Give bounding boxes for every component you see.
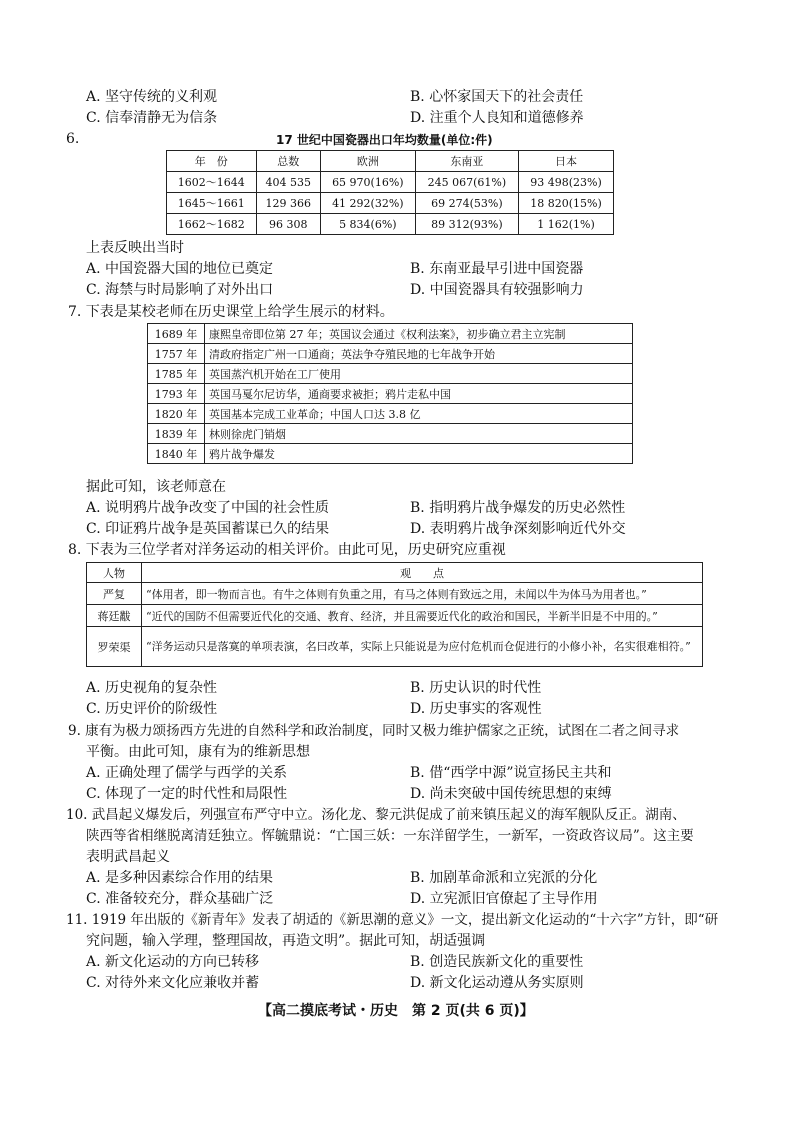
table-row bbox=[148, 444, 633, 464]
table-cell: 41 292(32%) bbox=[320, 193, 415, 214]
q5-option-d: D. 注重个人良知和道德修养 bbox=[410, 110, 584, 126]
q6-stem: 上表反映出当时 bbox=[86, 240, 184, 256]
page-footer: 【高二摸底考试・历史 第 2 页(共 6 页)】 bbox=[258, 1003, 534, 1019]
q7-option-c: C. 印证鸦片战争是英国蓄谋已久的结果 bbox=[86, 521, 330, 537]
q10-option-c: C. 准备较充分，群众基础广泛 bbox=[86, 891, 274, 907]
q9-option-d: D. 尚未突破中国传统思想的束缚 bbox=[410, 786, 612, 802]
scholar-cell: 严复 bbox=[87, 583, 142, 605]
table-cell: 129 366 bbox=[256, 193, 320, 214]
year-cell: 1793 年 bbox=[148, 384, 205, 404]
q6-option-c: C. 海禁与时局影响了对外出口 bbox=[86, 282, 274, 298]
q10-stem-line1: 10. 武昌起义爆发后，列强宣布严守中立。汤化龙、黎元洪促成了前来镇压起义的海军舰队反正。湖南、 bbox=[66, 807, 686, 823]
table-cell: 245 067(61%) bbox=[415, 172, 518, 193]
year-cell: 1820 年 bbox=[148, 404, 205, 424]
q11-option-c: C. 对待外来文化应兼收并蓄 bbox=[86, 975, 260, 991]
event-cell: 康熙皇帝即位第 27 年；英国议会通过《权利法案》，初步确立君主立宪制 bbox=[205, 324, 633, 344]
q6-table-caption: 17 世纪中国瓷器出口年均数量(单位:件) bbox=[276, 133, 493, 147]
q11-stem-line1: 11. 1919 年出版的《新青年》发表了胡适的《新思潮的意义》一文，提出新文化运动的“十六字”方针，即“研 bbox=[66, 912, 719, 928]
table-cell: 404 535 bbox=[256, 172, 320, 193]
q5-option-a: A. 坚守传统的义利观 bbox=[86, 89, 218, 105]
q5-option-c: C. 信奉清静无为信条 bbox=[86, 110, 218, 126]
q11-option-b: B. 创造民族新文化的重要性 bbox=[410, 954, 584, 970]
event-cell: 鸦片战争爆发 bbox=[205, 444, 633, 464]
table-header-row bbox=[167, 151, 614, 172]
table-cell: 65 970(16%) bbox=[320, 172, 415, 193]
table-cell: 1645～1661 bbox=[167, 193, 257, 214]
header-cell: 观 点 bbox=[142, 563, 703, 583]
q10-stem-line2: 陕西等省相继脱离清廷独立。恽毓鼎说：“亡国三妖：一东洋留学生，一新军，一资政咨议局”。这主要 bbox=[86, 828, 694, 844]
table-header-row bbox=[87, 563, 703, 583]
opinion-cell: “近代的国防不但需要近代化的交通、教育、经济，并且需要近代化的政治和国民，半新半旧是不中用的。” bbox=[142, 605, 703, 627]
table-cell: 96 308 bbox=[256, 214, 320, 235]
table-row bbox=[148, 384, 633, 404]
q7-option-d: D. 表明鸦片战争深刻影响近代外交 bbox=[410, 521, 626, 537]
q9-option-a: A. 正确处理了儒学与西学的关系 bbox=[86, 765, 288, 781]
opinion-cell: “体用者，即一物而言也。有牛之体则有负重之用，有马之体则有致远之用，未闻以牛为体马为用者也。” bbox=[142, 583, 703, 605]
q6-option-b: B. 东南亚最早引进中国瓷器 bbox=[410, 261, 584, 277]
year-cell: 1757 年 bbox=[148, 344, 205, 364]
q10-option-a: A. 是多种因素综合作用的结果 bbox=[86, 870, 274, 886]
scholar-cell: 蒋廷黻 bbox=[87, 605, 142, 627]
q7-option-a: A. 说明鸦片战争改变了中国的社会性质 bbox=[86, 500, 330, 516]
header-cell: 总数 bbox=[256, 151, 320, 172]
q11-stem-line2: 究问题，输入学理，整理国故，再造文明”。据此可知，胡适强调 bbox=[86, 933, 486, 949]
q9-stem-line1: 9. 康有为极力颂扬西方先进的自然科学和政治制度，同时又极力维护儒家之正统，试图在二者之间寻求 bbox=[68, 723, 680, 739]
table-cell: 89 312(93%) bbox=[415, 214, 518, 235]
year-cell: 1689 年 bbox=[148, 324, 205, 344]
q8-option-a: A. 历史视角的复杂性 bbox=[86, 680, 218, 696]
q8-option-b: B. 历史认识的时代性 bbox=[410, 680, 542, 696]
table-row bbox=[148, 324, 633, 344]
scholar-cell: 罗荣渠 bbox=[87, 627, 142, 667]
header-cell: 人物 bbox=[87, 563, 142, 583]
table-row bbox=[148, 404, 633, 424]
q8-option-c: C. 历史评价的阶级性 bbox=[86, 701, 218, 717]
q8-option-d: D. 历史事实的客观性 bbox=[410, 701, 542, 717]
q7-option-b: B. 指明鸦片战争爆发的历史必然性 bbox=[410, 500, 626, 516]
header-cell: 年 份 bbox=[167, 151, 257, 172]
event-cell: 英国蒸汽机开始在工厂使用 bbox=[205, 364, 633, 384]
q9-stem-line2: 平衡。由此可知，康有为的维新思想 bbox=[86, 744, 310, 760]
event-cell: 林则徐虎门销烟 bbox=[205, 424, 633, 444]
year-cell: 1785 年 bbox=[148, 364, 205, 384]
year-cell: 1840 年 bbox=[148, 444, 205, 464]
event-cell: 英国马戛尔尼访华，通商要求被拒；鸦片走私中国 bbox=[205, 384, 633, 404]
table-row bbox=[167, 214, 614, 235]
event-cell: 英国基本完成工业革命；中国人口达 3.8 亿 bbox=[205, 404, 633, 424]
table-row bbox=[148, 364, 633, 384]
table-cell: 5 834(6%) bbox=[320, 214, 415, 235]
table-row bbox=[87, 627, 703, 667]
opinion-cell: “洋务运动只是落寞的单项表演，名曰改革，实际上只能说是为应付危机而仓促进行的小修小补，名实很难相符。” bbox=[142, 627, 703, 667]
q7-table bbox=[147, 323, 633, 464]
q6-table bbox=[166, 150, 614, 235]
table-row bbox=[87, 583, 703, 605]
table-row bbox=[167, 172, 614, 193]
q7-after-stem: 据此可知，该老师意在 bbox=[86, 479, 226, 495]
table-cell: 1602～1644 bbox=[167, 172, 257, 193]
table-cell: 18 820(15%) bbox=[519, 193, 614, 214]
q6-option-a: A. 中国瓷器大国的地位已奠定 bbox=[86, 261, 274, 277]
q8-stem: 8. 下表为三位学者对洋务运动的相关评价。由此可见，历史研究应重视 bbox=[68, 542, 506, 558]
q10-stem-line3: 表明武昌起义 bbox=[86, 849, 170, 865]
table-cell: 69 274(53%) bbox=[415, 193, 518, 214]
header-cell: 欧洲 bbox=[320, 151, 415, 172]
table-cell: 1 162(1%) bbox=[519, 214, 614, 235]
q9-option-c: C. 体现了一定的时代性和局限性 bbox=[86, 786, 288, 802]
q5-option-b: B. 心怀家国天下的社会责任 bbox=[410, 89, 584, 105]
q7-stem: 7. 下表是某校老师在历史课堂上给学生展示的材料。 bbox=[68, 304, 394, 320]
table-row bbox=[87, 605, 703, 627]
q11-option-d: D. 新文化运动遵从务实原则 bbox=[410, 975, 584, 991]
table-cell: 93 498(23%) bbox=[519, 172, 614, 193]
q11-option-a: A. 新文化运动的方向已转移 bbox=[86, 954, 260, 970]
q8-table bbox=[86, 562, 703, 667]
q9-option-b: B. 借“西学中源”说宣扬民主共和 bbox=[410, 765, 612, 781]
q10-option-b: B. 加剧革命派和立宪派的分化 bbox=[410, 870, 598, 886]
table-cell: 1662～1682 bbox=[167, 214, 257, 235]
table-row bbox=[148, 344, 633, 364]
table-row bbox=[148, 424, 633, 444]
q10-option-d: D. 立宪派旧官僚起了主导作用 bbox=[410, 891, 598, 907]
q6-number: 6. bbox=[66, 131, 80, 147]
header-cell: 日本 bbox=[519, 151, 614, 172]
year-cell: 1839 年 bbox=[148, 424, 205, 444]
event-cell: 清政府指定广州一口通商；英法争夺殖民地的七年战争开始 bbox=[205, 344, 633, 364]
table-row bbox=[167, 193, 614, 214]
q6-option-d: D. 中国瓷器具有较强影响力 bbox=[410, 282, 584, 298]
header-cell: 东南亚 bbox=[415, 151, 518, 172]
